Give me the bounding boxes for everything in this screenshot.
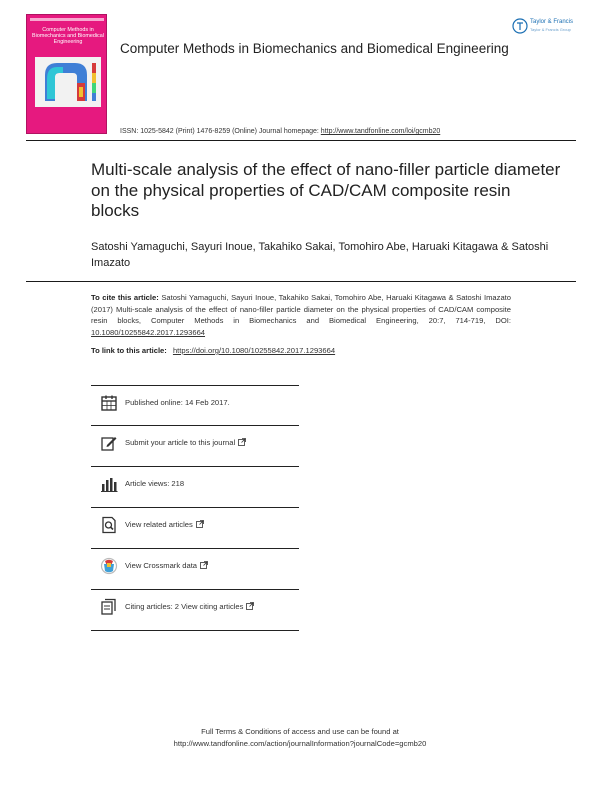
calendar-icon [100, 394, 118, 412]
info-label: Article views: 218 [125, 479, 185, 488]
publisher-logo-icon [512, 18, 528, 34]
article-doi-link[interactable]: https://doi.org/10.1080/10255842.2017.1293664 [172, 346, 336, 355]
info-item-published [91, 385, 299, 426]
external-link-icon [238, 438, 246, 446]
citation-block [91, 292, 511, 338]
citation-doi-link[interactable]: 10.1080/10255842.2017.1293664 [91, 327, 206, 337]
info-label [125, 520, 204, 529]
journal-title: Computer Methods in Biomechanics and Biomedical Engineering [120, 41, 509, 56]
citation-icon [100, 598, 118, 616]
info-label [125, 602, 254, 611]
terms-footer [0, 726, 600, 749]
crossmark-icon [100, 557, 118, 575]
related-articles-link[interactable]: View related articles [125, 520, 193, 529]
info-label [125, 438, 246, 447]
publisher-logo[interactable] [512, 17, 582, 39]
article-info-list [91, 385, 299, 631]
citation-label: To cite this article: [91, 293, 159, 302]
article-link-line [91, 346, 335, 355]
bar-chart-icon [100, 475, 118, 493]
info-label [125, 561, 208, 570]
cover-title: Computer Methods in Biomechanics and Biomedical Engineering [32, 27, 104, 45]
issn-text: ISSN: 1025-5842 (Print) 1476-8259 (Online) Journal homepage: [120, 128, 319, 135]
journal-cover [26, 14, 107, 134]
edit-icon [100, 434, 118, 452]
article-authors: Satoshi Yamaguchi, Sayuri Inoue, Takahiko Sakai, Tomohiro Abe, Haruaki Kitagawa & Satoshi Imazato [91, 241, 549, 269]
divider [26, 281, 576, 282]
info-item-related[interactable] [91, 508, 299, 549]
publisher-group: Taylor & Francis Group [530, 27, 571, 32]
search-document-icon [100, 516, 118, 534]
terms-link[interactable]: http://www.tandfonline.com/action/journalInformation?journalCode=gcmb20 [173, 738, 427, 748]
journal-homepage-link[interactable]: http://www.tandfonline.com/loi/gcmb20 [320, 128, 441, 135]
info-item-views [91, 467, 299, 508]
cover-top-strip [30, 18, 104, 21]
external-link-icon [196, 520, 204, 528]
publisher-name: Taylor & Francis [530, 19, 574, 25]
cover-illustration [35, 57, 101, 107]
article-link-label: To link to this article: [91, 346, 167, 355]
divider [26, 140, 576, 141]
citation-text: Satoshi Yamaguchi, Sayuri Inoue, Takahiko Sakai, Tomohiro Abe, Haruaki Kitagawa & Satoshi Imazato (2017) Multi-scale analysis of the effect of nano-filler particle diameter on the physical properties of CAD/CAM composite resin blocks, Computer Methods in Biomechanics and Biomedical Engineering, 20:7, 714-719, DOI: [91, 293, 511, 325]
issn-line [120, 128, 440, 135]
info-item-crossmark[interactable] [91, 549, 299, 590]
terms-text: Full Terms & Conditions of access and use can be found at [201, 727, 399, 736]
citing-articles-link[interactable]: Citing articles: 2 View citing articles [125, 602, 244, 611]
external-link-icon [200, 561, 208, 569]
submit-article-link[interactable]: Submit your article to this journal [125, 438, 236, 447]
info-item-citing[interactable] [91, 590, 299, 631]
article-title: Multi-scale analysis of the effect of nano-filler particle diameter on the physical properties of CAD/CAM composite resin blocks [91, 160, 561, 220]
info-item-submit[interactable] [91, 426, 299, 467]
info-label: Published online: 14 Feb 2017. [125, 398, 230, 407]
external-link-icon [246, 602, 254, 610]
crossmark-link[interactable]: View Crossmark data [125, 561, 198, 570]
